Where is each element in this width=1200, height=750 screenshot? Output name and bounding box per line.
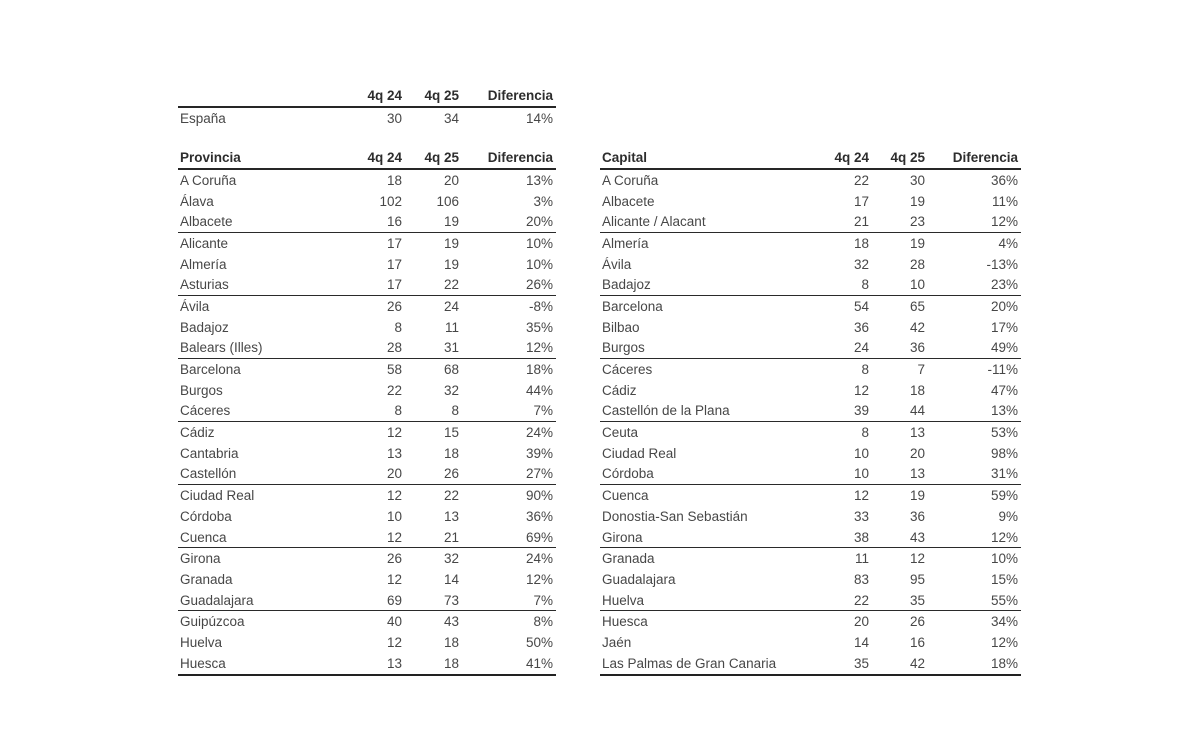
row-value: 3%	[533, 193, 553, 209]
table-row	[600, 233, 1021, 254]
row-value: 20	[443, 172, 459, 188]
row-label: Guipúzcoa	[180, 614, 245, 630]
row-value: 13%	[990, 403, 1018, 419]
table-row	[178, 464, 556, 485]
table-row	[600, 611, 1021, 632]
capital-header-diferencia: Diferencia	[952, 150, 1018, 165]
table-row	[178, 569, 556, 590]
row-label: Córdoba	[180, 508, 232, 524]
row-label: Guadalajara	[180, 592, 254, 608]
row-label: Ceuta	[602, 425, 639, 441]
row-label: Ávila	[602, 256, 632, 272]
provincia-header-4q24: 4q 24	[367, 150, 402, 165]
row-value: 10	[386, 508, 402, 524]
table-row	[600, 464, 1021, 485]
row-value: 19	[909, 193, 925, 209]
row-value: 53%	[990, 425, 1018, 441]
row-label: Granada	[180, 571, 233, 587]
table-row	[178, 485, 556, 506]
row-value: 12	[853, 488, 869, 504]
row-label: Badajoz	[180, 319, 229, 335]
table-row	[600, 485, 1021, 506]
summary-header-empty	[178, 84, 343, 107]
row-value: 33	[853, 508, 869, 524]
row-value: 12%	[525, 340, 553, 356]
row-value: 7	[917, 362, 925, 378]
row-value: 32	[853, 256, 869, 272]
row-label: Jaén	[602, 634, 632, 650]
row-label: Cuenca	[602, 488, 649, 504]
national-summary-table	[178, 84, 556, 129]
row-value: 14	[443, 571, 459, 587]
table-row	[600, 653, 1021, 675]
table-row	[178, 338, 556, 359]
row-value: 12%	[990, 529, 1018, 545]
row-value: -11%	[987, 362, 1018, 378]
table-row	[178, 653, 556, 675]
row-value: 14%	[525, 110, 553, 126]
row-value: 38	[853, 529, 869, 545]
table-row	[178, 548, 556, 569]
table-row	[178, 107, 556, 129]
row-value: 24	[443, 298, 459, 314]
table-row	[600, 296, 1021, 317]
row-value: 54	[853, 298, 869, 314]
row-value: 12%	[990, 214, 1018, 230]
row-value: 30	[909, 172, 925, 188]
row-value: 49%	[990, 340, 1018, 356]
row-label: Donostia-San Sebastián	[602, 508, 748, 524]
row-value: 98%	[990, 445, 1018, 461]
row-label: Cantabria	[180, 445, 239, 461]
table-row	[600, 569, 1021, 590]
table-row	[600, 632, 1021, 653]
row-value: 12	[386, 488, 402, 504]
table-row	[178, 611, 556, 632]
row-value: 24	[853, 340, 869, 356]
row-label: Alicante	[180, 235, 229, 251]
row-label: Barcelona	[180, 362, 241, 378]
row-label: Barcelona	[602, 298, 663, 314]
table-row	[600, 590, 1021, 611]
capital-table	[600, 146, 1021, 676]
row-value: 32	[443, 551, 459, 567]
row-label: Huelva	[180, 634, 223, 650]
row-value: 22	[853, 592, 869, 608]
row-value: 13%	[525, 172, 553, 188]
row-value: 73	[443, 592, 459, 608]
row-value: 18	[909, 382, 925, 398]
row-value: 41%	[525, 655, 553, 671]
row-value: 44%	[525, 382, 553, 398]
row-value: 18	[443, 655, 459, 671]
row-value: 69%	[525, 529, 553, 545]
row-label: Granada	[602, 551, 655, 567]
row-label: Córdoba	[602, 466, 654, 482]
table-row	[178, 233, 556, 254]
row-value: 102	[379, 193, 402, 209]
table-row	[600, 506, 1021, 527]
row-label: Badajoz	[602, 277, 651, 293]
row-label: Girona	[180, 551, 221, 567]
row-label: Cuenca	[180, 529, 227, 545]
row-value: 36	[853, 319, 869, 335]
row-value: 10	[853, 445, 869, 461]
table-row	[178, 422, 556, 443]
row-value: 36%	[990, 172, 1018, 188]
row-label: Álava	[180, 193, 214, 209]
row-value: 12	[909, 551, 925, 567]
summary-header-diferencia: Diferencia	[487, 88, 553, 103]
table-row	[600, 359, 1021, 380]
row-value: 16	[386, 214, 402, 230]
row-value: 36%	[525, 508, 553, 524]
row-value: 23	[909, 214, 925, 230]
table-row	[600, 169, 1021, 191]
table-row	[178, 527, 556, 548]
table-row	[178, 211, 556, 232]
row-label: Cádiz	[180, 425, 215, 441]
row-value: 65	[909, 298, 925, 314]
row-value: -8%	[528, 298, 553, 314]
row-value: 13	[909, 466, 925, 482]
row-label: Alicante / Alacant	[602, 214, 706, 230]
row-label: Cáceres	[602, 362, 653, 378]
row-value: 28	[386, 340, 402, 356]
row-value: 50%	[525, 634, 553, 650]
row-value: 12%	[990, 634, 1018, 650]
table-row	[178, 359, 556, 380]
row-value: 14	[853, 634, 869, 650]
row-value: 17%	[990, 319, 1018, 335]
row-value: 20	[853, 614, 869, 630]
row-value: 10%	[525, 235, 553, 251]
provincia-header-diferencia: Diferencia	[487, 150, 553, 165]
row-value: 22	[443, 488, 459, 504]
row-value: 31%	[990, 466, 1018, 482]
row-value: 20%	[990, 298, 1018, 314]
row-value: 19	[909, 235, 925, 251]
row-value: 17	[386, 235, 402, 251]
summary-header-4q24: 4q 24	[367, 88, 402, 103]
row-value: 19	[443, 256, 459, 272]
row-value: 43	[443, 614, 459, 630]
row-value: 8	[861, 277, 869, 293]
row-value: 26%	[525, 277, 553, 293]
row-value: 42	[909, 655, 925, 671]
row-value: 19	[443, 235, 459, 251]
row-value: 12	[853, 382, 869, 398]
row-value: 21	[853, 214, 869, 230]
row-value: 20	[909, 445, 925, 461]
row-value: 18	[386, 172, 402, 188]
table-row	[178, 380, 556, 401]
row-label: A Coruña	[602, 172, 659, 188]
table-row	[600, 548, 1021, 569]
row-value: 13	[386, 655, 402, 671]
table-row	[178, 274, 556, 295]
row-value: 18%	[525, 362, 553, 378]
row-value: 17	[853, 193, 869, 209]
row-value: 12%	[525, 571, 553, 587]
row-value: 24%	[525, 425, 553, 441]
row-value: 11	[444, 319, 459, 335]
row-value: 19	[909, 488, 925, 504]
row-label: Huelva	[602, 592, 645, 608]
row-value: 13	[386, 445, 402, 461]
row-value: 21	[443, 529, 459, 545]
table-row	[600, 401, 1021, 422]
row-value: 19	[443, 214, 459, 230]
row-value: 28	[909, 256, 925, 272]
row-value: 10	[853, 466, 869, 482]
row-label: Asturias	[180, 277, 229, 293]
row-value: 18	[443, 634, 459, 650]
row-value: 8%	[533, 614, 553, 630]
row-value: 83	[853, 571, 869, 587]
row-label: Huesca	[602, 614, 648, 630]
row-label: Burgos	[180, 382, 223, 398]
provincia-header-4q25: 4q 25	[424, 150, 459, 165]
row-value: 26	[386, 551, 402, 567]
capital-header-4q24: 4q 24	[834, 150, 869, 165]
summary-header-4q25: 4q 25	[424, 88, 459, 103]
row-label: Balears (Illes)	[180, 340, 263, 356]
table-row	[178, 590, 556, 611]
row-label: Guadalajara	[602, 571, 676, 587]
row-value: 27%	[525, 466, 553, 482]
row-label: Castellón de la Plana	[602, 403, 730, 419]
row-value: 10%	[525, 256, 553, 272]
provincia-header-label: Provincia	[180, 150, 241, 165]
row-label: A Coruña	[180, 172, 237, 188]
row-value: 39%	[525, 445, 553, 461]
row-label: Almería	[602, 235, 649, 251]
table-row	[600, 527, 1021, 548]
row-value: 34%	[990, 614, 1018, 630]
row-label: Burgos	[602, 340, 645, 356]
row-value: 18	[853, 235, 869, 251]
table-row	[178, 443, 556, 464]
row-value: 90%	[525, 488, 553, 504]
row-value: 23%	[990, 277, 1018, 293]
row-value: 18	[443, 445, 459, 461]
table-row	[178, 401, 556, 422]
table-row	[600, 254, 1021, 275]
row-value: 22	[443, 277, 459, 293]
row-label: Huesca	[180, 655, 226, 671]
row-value: 20%	[525, 214, 553, 230]
row-value: 12	[386, 529, 402, 545]
row-value: 95	[909, 571, 925, 587]
capital-header-row	[600, 146, 1021, 169]
row-value: 11%	[991, 193, 1018, 209]
row-value: 7%	[533, 403, 553, 419]
row-value: 12	[386, 634, 402, 650]
row-value: 13	[443, 508, 459, 524]
row-value: 36	[909, 340, 925, 356]
row-value: 40	[386, 614, 402, 630]
row-value: 7%	[533, 592, 553, 608]
row-value: 24%	[525, 551, 553, 567]
row-value: 11	[854, 551, 869, 567]
row-value: 20	[386, 466, 402, 482]
row-label: Cáceres	[180, 403, 231, 419]
row-value: 44	[909, 403, 925, 419]
row-value: 12	[386, 425, 402, 441]
capital-header-4q25: 4q 25	[890, 150, 925, 165]
row-value: 12	[386, 571, 402, 587]
row-label: Las Palmas de Gran Canaria	[602, 655, 777, 671]
row-value: 43	[909, 529, 925, 545]
table-row	[600, 338, 1021, 359]
table-row	[600, 380, 1021, 401]
row-value: 22	[853, 172, 869, 188]
row-value: -13%	[986, 256, 1018, 272]
row-value: 39	[853, 403, 869, 419]
row-label: Castellón	[180, 466, 237, 482]
row-value: 35%	[525, 319, 553, 335]
capital-header-label: Capital	[602, 150, 648, 165]
row-label: Albacete	[602, 193, 655, 209]
row-value: 13	[909, 425, 925, 441]
row-value: 17	[386, 277, 402, 293]
table-row	[600, 422, 1021, 443]
table-row	[178, 296, 556, 317]
row-value: 68	[443, 362, 459, 378]
row-value: 8	[394, 403, 402, 419]
row-value: 8	[394, 319, 402, 335]
row-value: 16	[909, 634, 925, 650]
row-value: 58	[386, 362, 402, 378]
table-row	[600, 317, 1021, 338]
row-value: 35	[853, 655, 869, 671]
provincia-table	[178, 146, 556, 676]
row-value: 34	[443, 110, 459, 126]
row-value: 59%	[990, 488, 1018, 504]
table-row	[600, 274, 1021, 295]
row-label: Almería	[180, 256, 227, 272]
row-label: Girona	[602, 529, 643, 545]
row-value: 69	[386, 592, 402, 608]
row-value: 26	[443, 466, 459, 482]
row-value: 9%	[998, 508, 1018, 524]
row-label: España	[180, 110, 226, 126]
row-value: 55%	[990, 592, 1018, 608]
row-label: Albacete	[180, 214, 233, 230]
row-value: 47%	[990, 382, 1018, 398]
table-row	[600, 191, 1021, 212]
table-row	[600, 211, 1021, 232]
row-value: 32	[443, 382, 459, 398]
table-row	[178, 632, 556, 653]
row-value: 15	[443, 425, 459, 441]
table-row	[600, 443, 1021, 464]
row-value: 8	[861, 362, 869, 378]
row-value: 22	[386, 382, 402, 398]
row-value: 10%	[990, 551, 1018, 567]
table-row	[178, 254, 556, 275]
row-label: Ávila	[180, 298, 210, 314]
row-value: 106	[436, 193, 459, 209]
table-row	[178, 506, 556, 527]
row-label: Cádiz	[602, 382, 637, 398]
row-value: 36	[909, 508, 925, 524]
table-row	[178, 317, 556, 338]
row-value: 8	[861, 425, 869, 441]
row-value: 42	[909, 319, 925, 335]
row-value: 15%	[990, 571, 1018, 587]
row-value: 10	[909, 277, 925, 293]
row-value: 26	[909, 614, 925, 630]
row-value: 30	[386, 110, 402, 126]
table-row	[178, 191, 556, 212]
provincia-header-row	[178, 146, 556, 169]
row-value: 35	[909, 592, 925, 608]
table-row	[178, 169, 556, 191]
summary-header-row	[178, 84, 556, 107]
row-value: 31	[443, 340, 459, 356]
row-label: Ciudad Real	[602, 445, 677, 461]
row-value: 18%	[990, 655, 1018, 671]
row-value: 17	[386, 256, 402, 272]
row-label: Ciudad Real	[180, 488, 255, 504]
row-value: 4%	[998, 235, 1018, 251]
row-value: 8	[451, 403, 459, 419]
row-label: Bilbao	[602, 319, 640, 335]
row-value: 26	[386, 298, 402, 314]
